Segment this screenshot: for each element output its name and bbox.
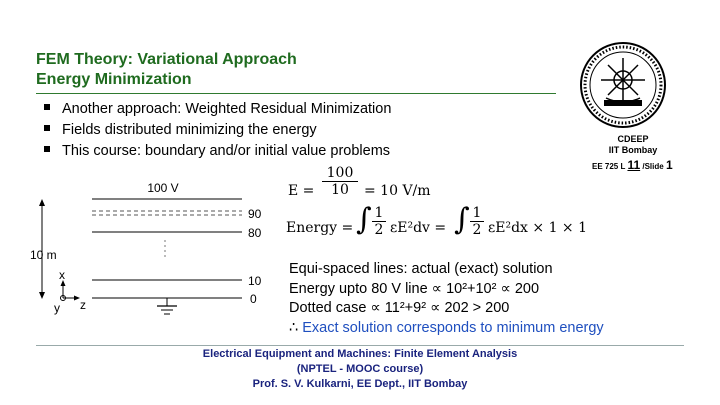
e-numerator: 100	[322, 165, 358, 182]
integrand-2: εE²dx × 1 × 1	[488, 220, 588, 236]
footer-line-3: Prof. S. V. Kulkarni, EE Dept., IIT Bombay	[252, 378, 468, 390]
footer-rule	[36, 345, 684, 346]
observation-4	[289, 319, 604, 339]
parallel-plate-diagram	[0, 170, 280, 320]
iit-bombay-logo	[568, 40, 678, 130]
bullet-item	[44, 141, 391, 162]
slide-reference	[592, 158, 673, 172]
course-code: EE 725 L	[592, 162, 626, 171]
arrow-down-icon	[39, 292, 45, 299]
bullet-item	[44, 99, 391, 120]
arrow-up-icon	[39, 199, 45, 206]
half-denominator-2: 2	[472, 222, 482, 238]
bullet-list	[44, 99, 391, 162]
half-numerator-1: 1	[372, 205, 386, 222]
observation-3: Dotted case ∝ 11²+9² ∝ 202 > 200	[289, 300, 510, 316]
half-fraction-1	[372, 205, 386, 238]
label-0: 0	[250, 292, 257, 306]
bullet-text: Fields distributed minimizing the energy	[62, 122, 317, 138]
e-lhs: E =	[288, 183, 315, 199]
observation-2: Energy upto 80 V line ∝ 10²+10² ∝ 200	[289, 280, 540, 297]
label-axis-z: z	[80, 298, 86, 312]
observation-1: Equi-spaced lines: actual (exact) solution	[289, 261, 553, 277]
bullet-item	[44, 120, 391, 141]
slide-title	[36, 50, 297, 90]
bullet-text: Another approach: Weighted Residual Minimization	[62, 101, 392, 117]
iit-bombay-label: IIT Bombay	[608, 145, 658, 155]
e-denominator: 10	[331, 182, 349, 198]
title-underline	[36, 93, 556, 94]
label-80: 80	[248, 226, 262, 240]
footer-line-1: Electrical Equipment and Machines: Finite Element Analysis	[202, 348, 518, 360]
title-line-2: Energy Minimization	[36, 71, 192, 88]
half-numerator-2: 1	[470, 205, 484, 222]
conclusion-text: Exact solution corresponds to minimum energy	[302, 319, 604, 336]
label-90: 90	[248, 207, 262, 221]
bullet-square-icon	[44, 125, 50, 131]
half-fraction-2	[470, 205, 484, 238]
bullet-square-icon	[44, 104, 50, 110]
footer	[0, 347, 720, 392]
e-fraction	[322, 165, 358, 198]
e-rhs: = 10 V/m	[364, 183, 431, 199]
label-100v: 100 V	[147, 181, 179, 195]
footer-line-2: (NPTEL - MOOC course)	[296, 363, 424, 375]
integrand-1: εE²dv =	[390, 220, 447, 236]
label-axis-x: x	[59, 268, 65, 282]
integral-icon-2: ∫	[454, 202, 470, 237]
title-line-1: FEM Theory: Variational Approach	[36, 51, 297, 68]
institution-label	[592, 134, 674, 156]
integral-icon-1: ∫	[356, 202, 372, 237]
energy-lhs: Energy =	[286, 220, 354, 236]
observations	[289, 260, 604, 338]
lecture-number: 11	[627, 158, 641, 172]
slide-label: /Slide	[642, 162, 664, 171]
bullet-square-icon	[44, 146, 50, 152]
label-distance: 10 m	[30, 248, 57, 262]
therefore-icon: ∴	[289, 319, 299, 336]
half-denominator-1: 2	[374, 222, 384, 238]
label-axis-y: y	[54, 301, 60, 315]
bullet-text: This course: boundary and/or initial value problems	[62, 143, 391, 159]
slide-number: 1	[665, 158, 673, 172]
label-10: 10	[248, 274, 262, 288]
cdeep-label: CDEEP	[617, 134, 649, 144]
